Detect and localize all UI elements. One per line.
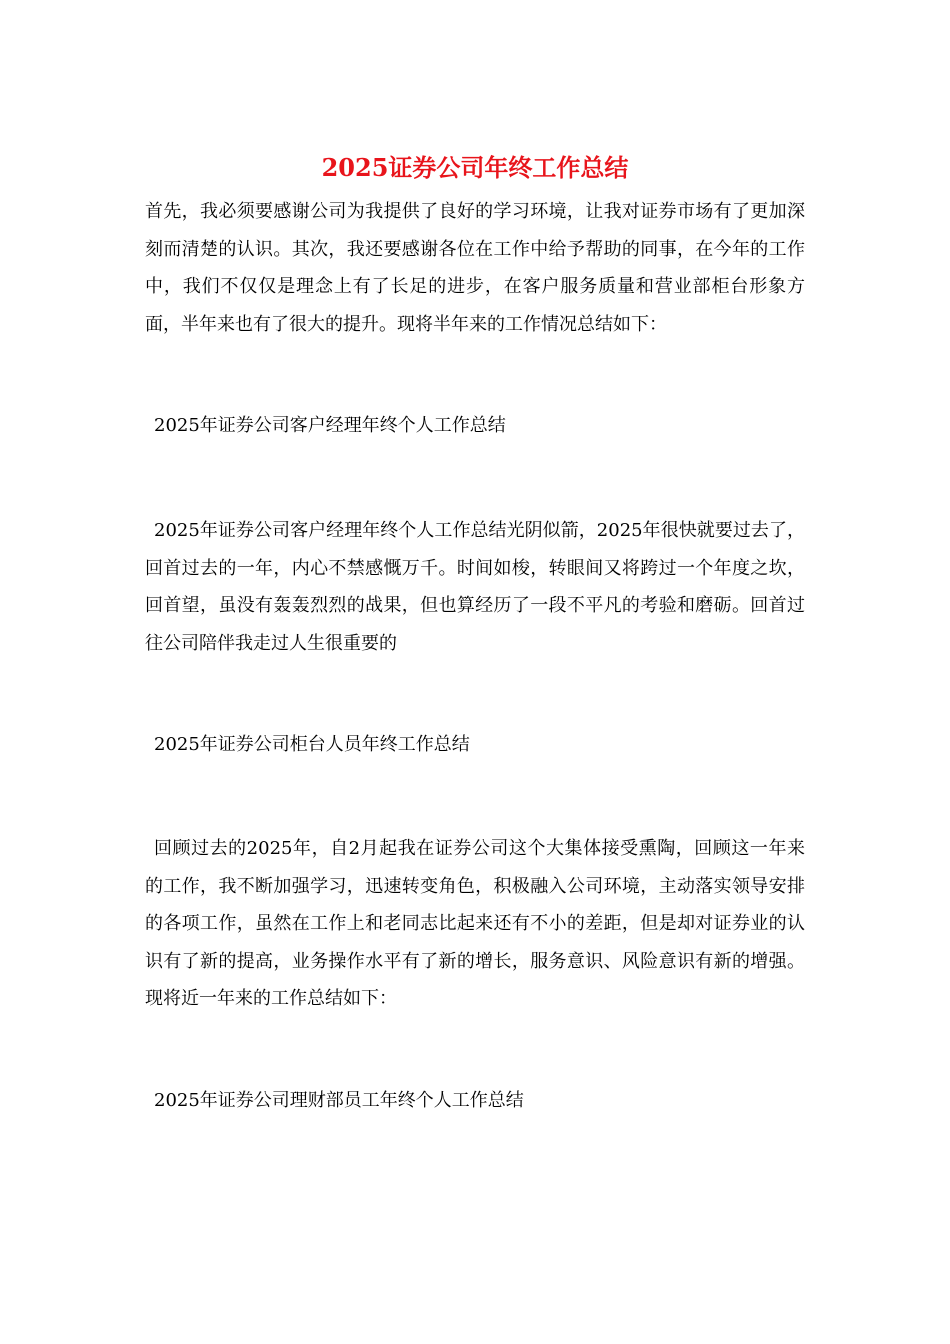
section-body-1: 2025年证券公司客户经理年终个人工作总结光阴似箭，2025年很快就要过去了，回首过去的一年，内心不禁感慨万千。时间如梭，转眼间又将跨过一个年度之坎，回首望，虽没有轰轰烈烈的战果，但也算经历了一段不平凡的考验和磨砺。回首过往公司陪伴我走过人生很重要的 bbox=[145, 520, 805, 654]
document-title: 2025证券公司年终工作总结 bbox=[321, 153, 629, 182]
section-heading-3: 2025年证券公司理财部员工年终个人工作总结 bbox=[154, 1090, 524, 1111]
section-heading-1: 2025年证券公司客户经理年终个人工作总结 bbox=[154, 415, 506, 436]
section-body-2: 回顾过去的2025年，自2月起我在证券公司这个大集体接受熏陶，回顾这一年来的工作，我不断加强学习，迅速转变角色，积极融入公司环境，主动落实领导安排的各项工作，虽然在工作上和老同志比起来还有不小的差距，但是却对证券业的认识有了新的提高，业务操作水平有了新的增长，服务意识、风险意识有新的增强。现将近一年来的工作总结如下： bbox=[145, 838, 805, 1009]
intro-paragraph: 首先，我必须要感谢公司为我提供了良好的学习环境，让我对证券市场有了更加深刻而清楚的认识。其次，我还要感谢各位在工作中给予帮助的同事，在今年的工作中，我们不仅仅是理念上有了长足的进步，在客户服务质量和营业部柜台形象方面，半年来也有了很大的提升。现将半年来的工作情况总结如下： bbox=[145, 201, 805, 335]
section-heading-2: 2025年证券公司柜台人员年终工作总结 bbox=[154, 734, 470, 755]
